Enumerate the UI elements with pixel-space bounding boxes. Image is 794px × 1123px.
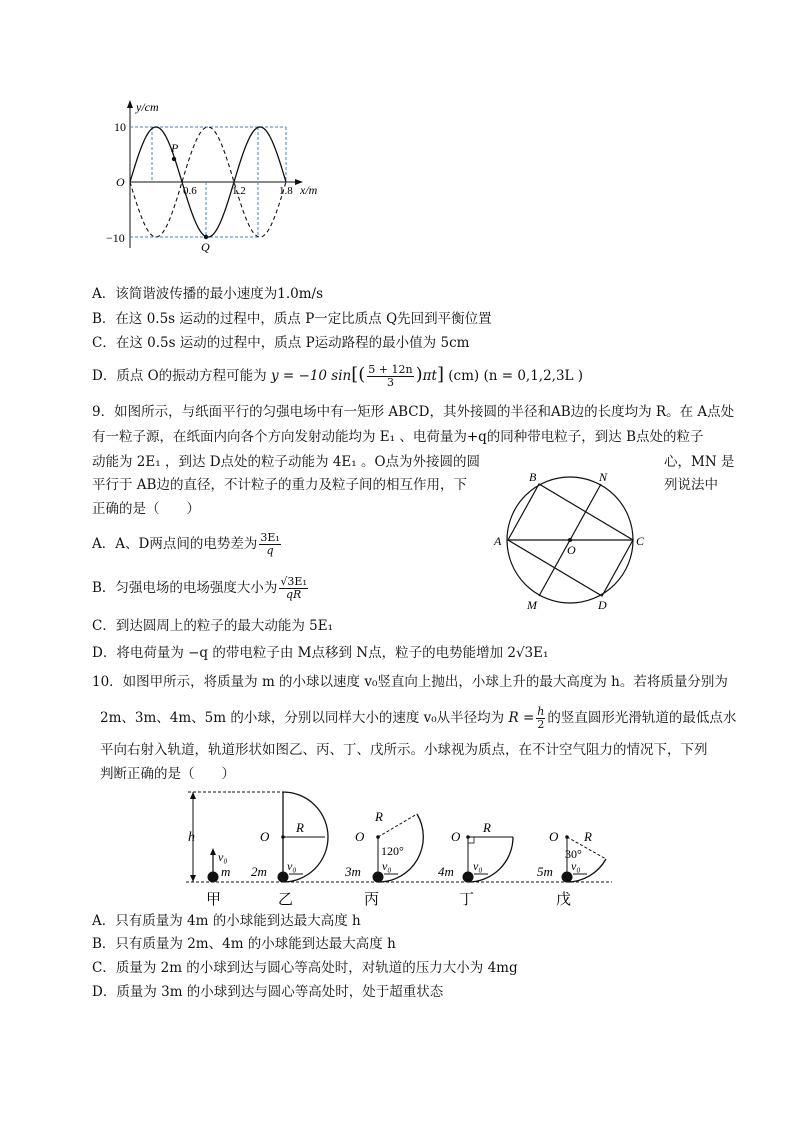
name-yi: 乙 [278,892,294,908]
ball-jia [208,872,219,883]
svg-text:v₀: v₀ [473,859,483,873]
q10-option-b: B．只有质量为 2m、4m 的小球能到达最大高度 h [92,936,396,952]
x-tick-0.6: 0.6 [183,185,197,197]
point-Q-dot [204,235,208,239]
y-tick-bottom: −10 [106,231,125,245]
svg-text:O: O [451,829,461,844]
q9-line4a: 平行于 AB边的直径，不计粒子的重力及粒子间的相互作用，下 [92,477,467,493]
svg-text:v₀: v₀ [218,850,228,864]
center-dot [568,538,572,542]
x-axis-label: x/m [300,183,318,197]
point-P-label: P [171,141,179,155]
mass-yi: 2m [251,864,267,879]
name-jia: 甲 [206,892,222,908]
q8-option-d-text: D．质点 O的振动方程可能为 [92,368,267,384]
q9-line3a: 动能为 2E₁ ，到达 D点处的粒子动能为 4E₁ 。O点为外接圆的圆 [92,454,481,470]
q8-option-c: C．在这 0.5s 运动的过程中，质点 P运动路程的最小值为 5cm [92,335,470,351]
q10-option-d: D．质量为 3m 的小球到达与圆心等高处时，处于超重状态 [92,984,444,1000]
point-P-dot [172,157,176,161]
label-B: B [529,470,537,484]
q10-option-c: C．质量为 2m 的小球到达与圆心等高处时，对轨道的压力大小为 4mg [92,960,518,976]
q9-line2: 有一粒子源，在纸面内向各个方向发射动能均为 E₁ 、电荷量为+q的同种带电粒子，到达 B点处的粒子 [92,429,704,445]
q9-line1: 9．如图所示，与纸面平行的匀强电场中有一矩形 ABCD，其外接圆的半径和AB边的长度均为 R。在 A点处 [92,404,735,420]
svg-text:R: R [296,820,304,835]
q8-option-a: A．该简谐波传播的最小速度为1.0m/s [92,286,323,302]
q10-line2: 2m、3m、4m、5m 的小球，分别以同样大小的速度 v₀从半径均为 R = $\frac{h}{2}$ 的竖直圆形光滑轨道的最低点水 [100,705,737,731]
angle-120: 120° [381,844,404,858]
q8-d-range: (n = 0,1,2,3L ) [483,368,584,384]
name-bing: 丙 [364,892,380,908]
q9-option-d: D．将电荷量为 −q 的带电粒子由 M点移到 N点，粒子的电势能增加 2√3E₁ [92,645,549,661]
ball-yi [278,872,289,883]
q9-circle-diagram [488,465,658,615]
x-tick-1.8: 1.8 [279,185,293,197]
svg-text:O: O [355,829,365,844]
ball-bing [373,872,384,883]
name-wu: 戊 [556,892,572,908]
name-ding: 丁 [459,892,475,908]
label-D: D [598,598,607,612]
mass-wu: 5m [537,864,553,879]
q9-line3b: 心，MN 是 [664,454,735,470]
angle-30: 30° [565,847,582,861]
q9-option-c: C．到达圆周上的粒子的最大动能为 5E₁ [92,618,333,634]
q10-line1: 10．如图甲所示，将质量为 m 的小球以速度 v₀竖直向上抛出，小球上升的最大高度为 h。若将质量分别为 [92,674,728,690]
svg-text:O: O [549,829,559,844]
mass-jia: m [221,864,231,879]
q8-d-unit: (cm) [448,368,480,384]
q10-line4: 判断正确的是（ ） [100,766,235,782]
ball-wu [562,872,573,883]
x-tick-1.2: 1.2 [232,185,246,197]
q9-option-a: A．A、D两点间的电势差为 $\frac{\text{3E₁}}{q}$ [92,531,280,557]
mass-ding: 4m [438,864,454,879]
h-label: h [188,830,195,845]
svg-text:R: R [584,829,592,844]
q9-line5: 正确的是（ ） [92,501,200,517]
svg-text:v₀: v₀ [287,859,297,873]
y-axis-arrow [127,100,133,108]
y-tick-top: 10 [114,120,126,134]
label-M: M [527,598,537,612]
svg-text:O: O [260,829,270,844]
q8-option-b: B．在这 0.5s 运动的过程中，质点 P一定比质点 Q先回到平衡位置 [92,311,492,327]
label-O: O [567,543,576,557]
q8-d-prefix: y = −10 sin [270,368,352,384]
svg-text:v₀: v₀ [571,859,581,873]
q9-line4b: 列说法中 [664,477,718,493]
q10-option-a: A．只有质量为 4m 的小球能到达最大高度 h [92,913,361,929]
q9-option-b: B．匀强电场的电场强度大小为 $\frac{\text{√3E₁}}{qR}$ [92,575,307,601]
origin-label: O [116,175,125,189]
label-A: A [494,534,502,548]
q8-d-fraction: $\frac{5 + 12n}{3}$ [368,363,413,389]
q10-track-diagram [180,785,620,913]
svg-text:R: R [375,809,383,824]
point-Q-label: Q [201,240,210,254]
svg-text:R: R [483,820,491,835]
q8-option-d: D．质点 O的振动方程可能为 y = −10 sin[( $\frac{5 + 12n}{3}$ )πt] (cm) (n = 0,1,2,3L ) [92,363,584,389]
label-C: C [636,534,645,548]
mass-bing: 3m [345,864,361,879]
ball-ding [463,872,474,883]
svg-text:v₀: v₀ [382,859,392,873]
q10-line3: 平向右射入轨道，轨道形状如图乙、丙、丁、戊所示。小球视为质点，在不计空气阻力的情况下，下列 [100,742,708,758]
y-axis-label: y/cm [136,100,159,114]
label-N: N [599,470,608,484]
wave-graph [100,95,340,260]
